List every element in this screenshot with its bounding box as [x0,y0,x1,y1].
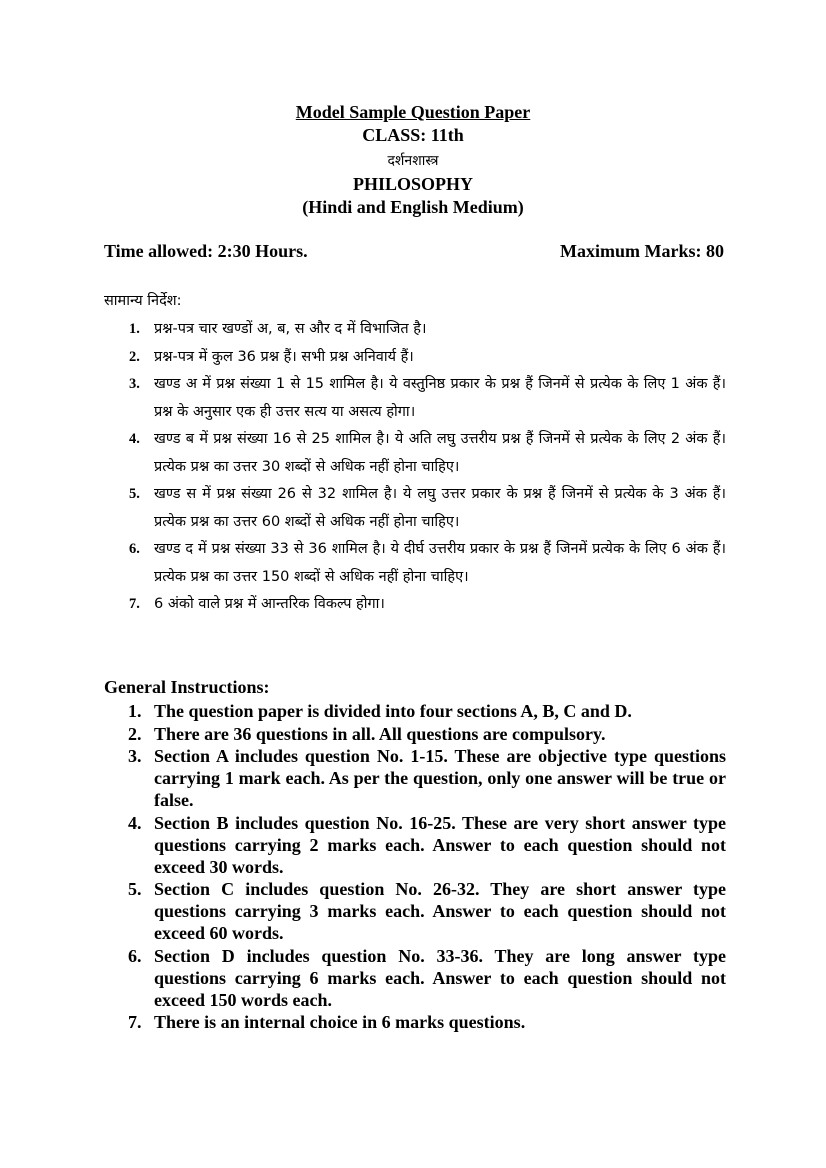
item-text: खण्ड ब में प्रश्न संख्या 16 से 25 शामिल है। ये अति लघु उत्तरीय प्रश्न हैं जिनमें से प्रत्येक के लिए 2 अंक हैं। प्रत्येक प्रश्न का उत्तर 30 शब्दों से अधिक नहीं होना चाहिए। [154,431,726,475]
general-instructions-list [104,700,726,1034]
item-number: 6. [129,541,140,557]
item-number: 6. [128,945,142,966]
item-text: Section B includes question No. 16-25. These are very short answer type questions carrying 2 marks each. Answer to each question should not exceed 30 words. [154,812,726,877]
item-text: खण्ड स में प्रश्न संख्या 26 से 32 शामिल है। ये लघु उत्तर प्रकार के प्रश्न हैं जिनमें से प्रत्येक के 3 अंक हैं। प्रत्येक प्रश्न का उत्तर 60 शब्दों से अधिक नहीं होना चाहिए। [154,486,726,530]
list-item [104,536,726,591]
hindi-instructions-heading: सामान्य निर्देश: [104,293,182,309]
item-text: प्रश्न-पत्र में कुल 36 प्रश्न हैं। सभी प्रश्न अनिवार्य हैं। [154,348,414,365]
item-text: खण्ड द में प्रश्न संख्या 33 से 36 शामिल है। ये दीर्घ उत्तरीय प्रकार के प्रश्न हैं जिनमें प्रत्येक के लिए 6 अंक हैं। प्रत्येक प्रश्न का उत्तर 150 शब्दों से अधिक नहीं होना चाहिए। [154,541,726,585]
maximum-marks: Maximum Marks: 80 [560,241,724,261]
list-item [104,481,726,536]
item-text: Section D includes question No. 33-36. They are long answer type questions carrying 6 marks each. Answer to each question should not exceed 150 words each. [154,945,726,1010]
item-number: 1. [129,321,140,337]
list-item [104,700,726,722]
list-item [104,344,726,372]
list-item [104,745,726,811]
general-instructions-heading: General Instructions: [104,677,270,697]
list-item [104,371,726,426]
list-item [104,945,726,1011]
paper-title: Model Sample Question Paper [295,102,531,122]
item-number: 7. [129,596,140,612]
hindi-instructions-list [104,316,726,619]
item-text: खण्ड अ में प्रश्न संख्या 1 से 15 शामिल है। ये वस्तुनिष्ठ प्रकार के प्रश्न हैं जिनमें से प्रत्येक के लिए 1 अंक हैं। प्रश्न के अनुसार एक ही उत्तर सत्य या असत्य होगा। [154,376,726,420]
list-item [104,723,726,745]
item-number: 2. [128,723,142,744]
list-item [104,591,726,619]
list-item [104,1011,726,1033]
list-item [104,426,726,481]
item-number: 3. [128,746,142,766]
item-text: There is an internal choice in 6 marks questions. [154,1012,526,1032]
item-number: 4. [129,431,140,447]
item-number: 2. [129,348,140,365]
item-number: 3. [129,376,140,392]
subject-hindi: दर्शनशास्त्र [387,153,439,169]
item-text: There are 36 questions in all. All questions are compulsory. [154,723,606,744]
class-line: CLASS: 11th [362,125,464,145]
item-text: 6 अंको वाले प्रश्न में आन्तरिक विकल्प होगा। [154,596,385,612]
list-item [104,316,726,344]
item-text: Section A includes question No. 1-15. These are objective type questions carrying 1 mark each. As per the question, only one answer will be true or false. [154,746,726,810]
list-item [104,878,726,944]
item-text: The question paper is divided into four sections A, B, C and D. [154,701,632,721]
item-number: 5. [129,486,140,502]
item-number: 1. [128,701,142,721]
item-number: 7. [128,1012,142,1032]
medium-line: (Hindi and English Medium) [302,197,524,217]
item-text: Section C includes question No. 26-32. They are short answer type questions carrying 3 marks each. Answer to each question should not exceed 60 words. [154,879,726,943]
subject-title: PHILOSOPHY [352,174,473,194]
list-item [104,812,726,878]
item-number: 5. [128,879,142,899]
time-allowed: Time allowed: 2:30 Hours. [104,241,308,261]
item-text: प्रश्न-पत्र चार खण्डों अ, ब, स और द में विभाजित है। [154,321,427,337]
item-number: 4. [128,812,142,833]
